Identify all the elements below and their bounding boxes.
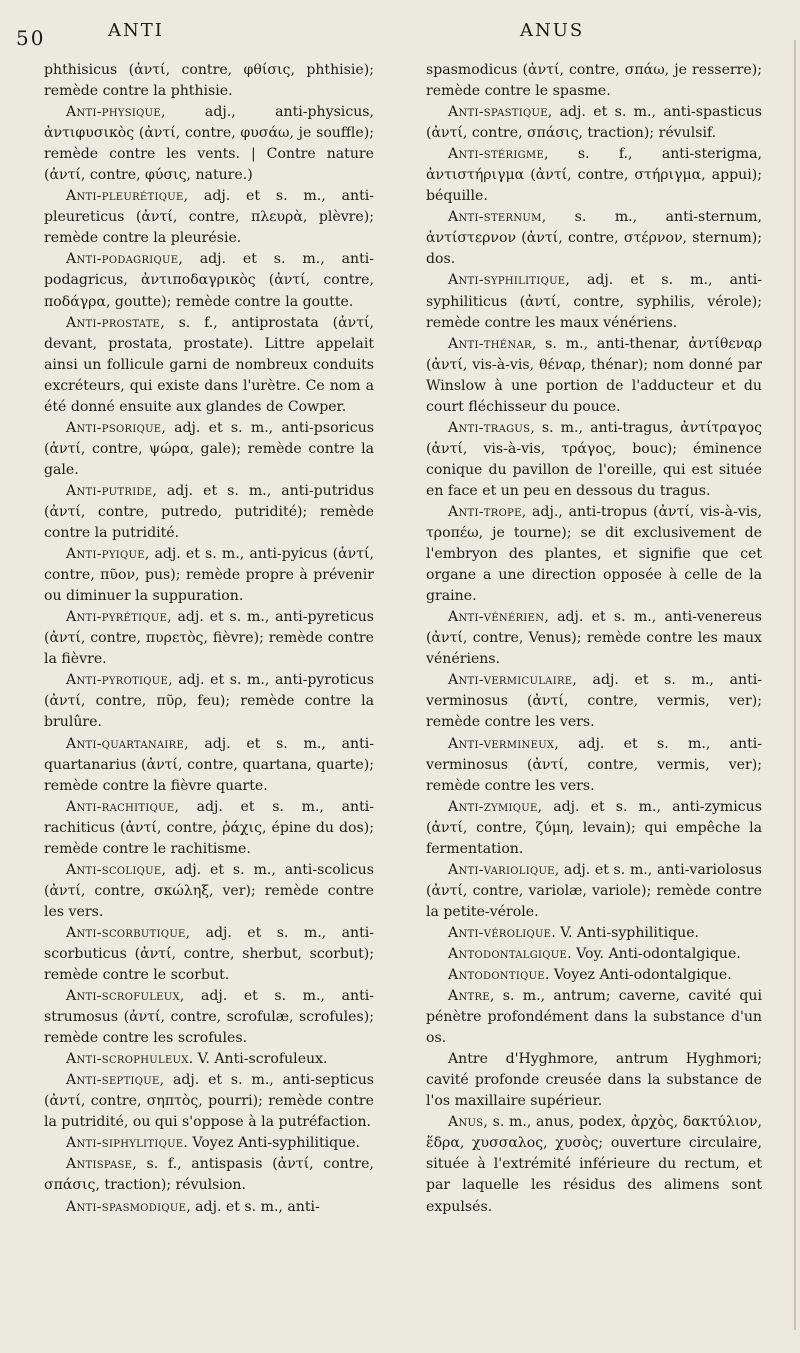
dictionary-entry bbox=[44, 481, 374, 544]
entry-definition: , adj. et s. m., anti-podagricus, ἀντιποδαγρικὸς (ἀντί, contre, ποδάγρα, goutte); remède contre la goutte. bbox=[44, 251, 374, 310]
entry-headword: Anti-zymique bbox=[448, 798, 538, 815]
entry-headword: Antodontique bbox=[448, 967, 545, 984]
dictionary-entry bbox=[44, 186, 374, 249]
dictionary-entry bbox=[44, 670, 374, 733]
dictionary-entry bbox=[426, 986, 762, 1049]
entry-headword: Anti-tragus bbox=[448, 419, 531, 436]
entry-definition: , s. f., antispasis (ἀντί, contre, σπάσις, traction); révulsion. bbox=[44, 1156, 374, 1194]
entry-definition: phthisicus (ἀντί, contre, φθίσις, phthisie); remède contre la phthisie. bbox=[44, 62, 374, 100]
dictionary-entry bbox=[44, 860, 374, 923]
entry-definition: spasmodicus (ἀντί, contre, σπάω, je resserre); remède contre le spasme. bbox=[426, 62, 762, 100]
entry-headword: Anti-spasmodique bbox=[66, 1198, 187, 1215]
entry-definition: , adj. et s. m., anti-rachiticus (ἀντί, contre, ῥάχις, épine du dos); remède contre le rachitisme. bbox=[44, 798, 374, 857]
entry-definition: , adj. et s. m., anti-scorbuticus (ἀντί, contre, sherbut, scorbut); remède contre le scorbut. bbox=[44, 924, 374, 984]
entry-headword: Anti-variolique bbox=[448, 861, 555, 878]
dictionary-entry bbox=[426, 334, 762, 418]
entry-definition: Antre d'Hyghmore, antrum Hyghmori; cavité profonde creusée dans la substance de l'os maxillaire supérieur. bbox=[426, 1051, 762, 1110]
entry-definition: , adj. et s. m., anti-psoricus (ἀντί, contre, ψώρα, gale); remède contre la gale. bbox=[44, 419, 374, 478]
dictionary-entry bbox=[44, 313, 374, 418]
entry-headword: Anti-putride bbox=[66, 482, 153, 499]
entry-headword: Anti-podagrique bbox=[66, 251, 179, 268]
entry-headword: Anti-trope bbox=[448, 503, 522, 520]
entry-headword: Anti-psorique bbox=[66, 419, 162, 436]
entry-definition: , adj. et s. m., anti-scolicus (ἀντί, contre, σκώληξ, ver); remède contre les vers. bbox=[44, 861, 374, 920]
entry-definition: , adj. et s. m., anti-verminosus (ἀντί, contre, vermis, ver); remède contre les vers. bbox=[426, 672, 762, 731]
entry-headword: Anti-pyique bbox=[66, 546, 145, 563]
entry-headword: Anti-vérolique bbox=[448, 924, 552, 941]
dictionary-entry bbox=[44, 607, 374, 670]
entry-headword: Antre bbox=[448, 988, 490, 1005]
dictionary-entry bbox=[426, 734, 762, 797]
entry-definition: , s. m., anti-thenar, ἀντίθεναρ (ἀντί, vis-à-vis, θέναρ, thénar); nom donné par Winslow à une portion de l'adducteur et du court fléchisseur du pouce. bbox=[426, 335, 762, 415]
dictionary-entry bbox=[44, 544, 374, 607]
entry-headword: Anti-prostate bbox=[66, 314, 161, 331]
entry-headword: Anti-spastique bbox=[448, 104, 548, 121]
entry-headword: Anus bbox=[448, 1114, 484, 1131]
entry-definition: , adj. et s. m., anti-syphiliticus (ἀντί, contre, syphilis, vérole); remède contre les maux vénériens. bbox=[426, 272, 762, 331]
entry-definition: , s. f., antiprostata (ἀντί, devant, prostata, prostate). Littre appelait ainsi un follicule garni de nombreux conduits excréteurs, qui existe dans l'urètre. Ce nom a été donné ensuite aux glandes de Cowper. bbox=[44, 314, 374, 415]
entry-definition: , s. m., anti-tragus, ἀντίτραγος (ἀντί, vis-à-vis, τράγος, bouc); éminence conique du pavillon de l'oreille, qui est située en face et un peu en dessous du tragus. bbox=[426, 419, 762, 499]
entry-definition: . Voy. Anti-odontalgique. bbox=[567, 945, 741, 962]
dictionary-entry bbox=[44, 60, 374, 102]
entry-definition: , s. m., antrum; caverne, cavité qui pénètre profondément dans la substance d'un os. bbox=[426, 988, 762, 1047]
entry-headword: Anti-vénérien bbox=[448, 609, 545, 626]
entry-definition: , adj. et s. m., anti-zymicus (ἀντί, contre, ζύμη, levain); qui empêche la fermentation. bbox=[426, 798, 762, 857]
entry-definition: , adj. et s. m., anti-putridus (ἀντί, contre, putredo, putridité); remède contre la putridité. bbox=[44, 482, 374, 542]
entry-definition: , s. f., anti-sterigma, ἀντιστήριγμα (ἀντί, contre, στήριγμα, appui); béquille. bbox=[426, 146, 762, 205]
entry-headword: Anti-syphilitique bbox=[448, 272, 566, 289]
dictionary-entry bbox=[426, 270, 762, 333]
entry-headword: Anti-scrophuleux bbox=[66, 1051, 189, 1068]
entry-definition: , adj. et s. m., anti-spasticus (ἀντί, contre, σπάσις, traction); révulsif. bbox=[426, 104, 762, 142]
dictionary-entry bbox=[44, 1049, 374, 1070]
entry-definition: . Voyez Anti-syphilitique. bbox=[183, 1135, 361, 1152]
dictionary-entry bbox=[426, 502, 762, 607]
entry-headword: Anti-septique bbox=[66, 1072, 160, 1089]
entry-definition: . Voyez Anti-odontalgique. bbox=[544, 967, 732, 984]
dictionary-entry bbox=[426, 418, 762, 502]
entry-headword: Antispase bbox=[66, 1156, 133, 1173]
dictionary-entry bbox=[426, 670, 762, 733]
dictionary-entry bbox=[44, 734, 374, 797]
dictionary-entry bbox=[426, 102, 762, 144]
dictionary-entry bbox=[426, 60, 762, 102]
entry-headword: Anti-scolique bbox=[66, 861, 162, 878]
dictionary-entry bbox=[44, 1154, 374, 1196]
entry-definition: , s. m., anti-sternum, ἀντίστερνον (ἀντί, contre, στέρνον, sternum); dos. bbox=[426, 209, 762, 268]
dictionary-entry bbox=[44, 986, 374, 1049]
dictionary-entry bbox=[44, 418, 374, 481]
dictionary-entry bbox=[426, 1112, 762, 1217]
entry-headword: Anti-pyrotique bbox=[66, 672, 169, 689]
entry-headword: Anti-scrofuleux bbox=[66, 988, 180, 1005]
entry-headword: Anti-pleurétique bbox=[66, 188, 184, 205]
dictionary-entry bbox=[44, 797, 374, 860]
dictionary-entry bbox=[426, 944, 762, 965]
dictionary-entry bbox=[44, 1070, 374, 1133]
entry-headword: Anti-physique bbox=[66, 104, 161, 121]
entry-definition: , adj., anti-tropus (ἀντί, vis-à-vis, τροπέω, je tourne); se dit exclusivement de l'embryon des plantes, et signifie que cet organe a une direction opposée à celle de la graine. bbox=[426, 503, 762, 605]
entry-headword: Anti-scorbutique bbox=[66, 924, 186, 941]
dictionary-entry bbox=[44, 1133, 374, 1154]
entry-headword: Anti-vermiculaire bbox=[448, 672, 573, 689]
entry-headword: Anti-quartanaire bbox=[66, 735, 185, 752]
page-edge-shadow bbox=[794, 40, 796, 1330]
entry-definition: . V. Anti-syphilitique. bbox=[551, 924, 700, 941]
dictionary-entry bbox=[44, 923, 374, 986]
page-number: 50 bbox=[16, 26, 46, 50]
entry-definition: , adj. et s. m., anti- bbox=[186, 1198, 320, 1215]
dictionary-entry bbox=[426, 860, 762, 923]
entry-definition: , adj. et s. m., anti-pyreticus (ἀντί, contre, πυρετὸς, fièvre); remède contre la fièvre. bbox=[44, 609, 374, 668]
entry-definition: . V. Anti-scrofuleux. bbox=[188, 1051, 328, 1068]
entry-headword: Antodontalgique bbox=[448, 945, 568, 962]
running-head-right: ANUS bbox=[520, 20, 585, 41]
entry-definition: , adj., anti-physicus, ἀντιφυσικὸς (ἀντί, contre, φυσάω, je souffle); remède contre les vents. | Contre nature (ἀντί, contre, φύσις, nature.) bbox=[44, 104, 374, 184]
dictionary-entry bbox=[426, 923, 762, 944]
entry-definition: , adj. et s. m., anti-variolosus (ἀντί, contre, variolæ, variole); remède contre la petite-vérole. bbox=[426, 861, 762, 920]
running-head-left: ANTI bbox=[108, 20, 164, 41]
dictionary-entry bbox=[44, 1197, 374, 1218]
entry-headword: Anti-sternum bbox=[448, 209, 542, 226]
entry-headword: Anti-rachitique bbox=[66, 798, 175, 815]
entry-definition: , adj. et s. m., anti-septicus (ἀντί, contre, σηπτὸς, pourri); remède contre la putridité, ou qui s'oppose à la putréfaction. bbox=[44, 1072, 374, 1131]
entry-definition: , adj. et s. m., anti-quartanarius (ἀντί, contre, quartana, quarte); remède contre la fièvre quarte. bbox=[44, 735, 374, 794]
entry-definition: , s. m., anus, podex, ἀρχὸς, δακτύλιον, ἕδρα, χυσσαλος, χυσὸς; ouverture circulaire, située à l'extrémité inférieure du rectum, et par laquelle les résidus des alimens sont expulsés. bbox=[426, 1114, 762, 1215]
entry-headword: Anti-stérigme bbox=[448, 146, 545, 163]
entry-headword: Anti-vermineux bbox=[448, 735, 555, 752]
entry-headword: Anti-siphylitique bbox=[66, 1135, 184, 1152]
left-column bbox=[44, 60, 374, 1218]
entry-headword: Anti-thénar bbox=[448, 335, 532, 352]
entry-definition: , adj. et s. m., anti-pyroticus (ἀντί, contre, πῦρ, feu); remède contre la brulûre. bbox=[44, 672, 374, 731]
dictionary-entry bbox=[44, 102, 374, 186]
dictionary-entry bbox=[426, 965, 762, 986]
entry-headword: Anti-pyrétique bbox=[66, 609, 168, 626]
dictionary-entry bbox=[426, 797, 762, 860]
dictionary-entry bbox=[426, 1049, 762, 1112]
entry-definition: , adj. et s. m., anti-pyicus (ἀντί, contre, πῦον, pus); remède propre à prévenir ou diminuer la suppuration. bbox=[44, 546, 374, 605]
dictionary-entry bbox=[44, 249, 374, 312]
dictionary-entry bbox=[426, 207, 762, 270]
right-column bbox=[426, 60, 762, 1218]
dictionary-entry bbox=[426, 607, 762, 670]
entry-definition: , adj. et s. m., anti-venereus (ἀντί, contre, Venus); remède contre les maux vénériens. bbox=[426, 609, 762, 668]
entry-definition: , adj. et s. m., anti-strumosus (ἀντί, contre, scrofulæ, scrofules); remède contre les scrofules. bbox=[44, 988, 374, 1047]
entry-definition: , adj. et s. m., anti-pleureticus (ἀντί, contre, πλευρὰ, plèvre); remède contre la pleurésie. bbox=[44, 188, 374, 247]
entry-definition: , adj. et s. m., anti-verminosus (ἀντί, contre, vermis, ver); remède contre les vers. bbox=[426, 735, 762, 794]
dictionary-entry bbox=[426, 144, 762, 207]
